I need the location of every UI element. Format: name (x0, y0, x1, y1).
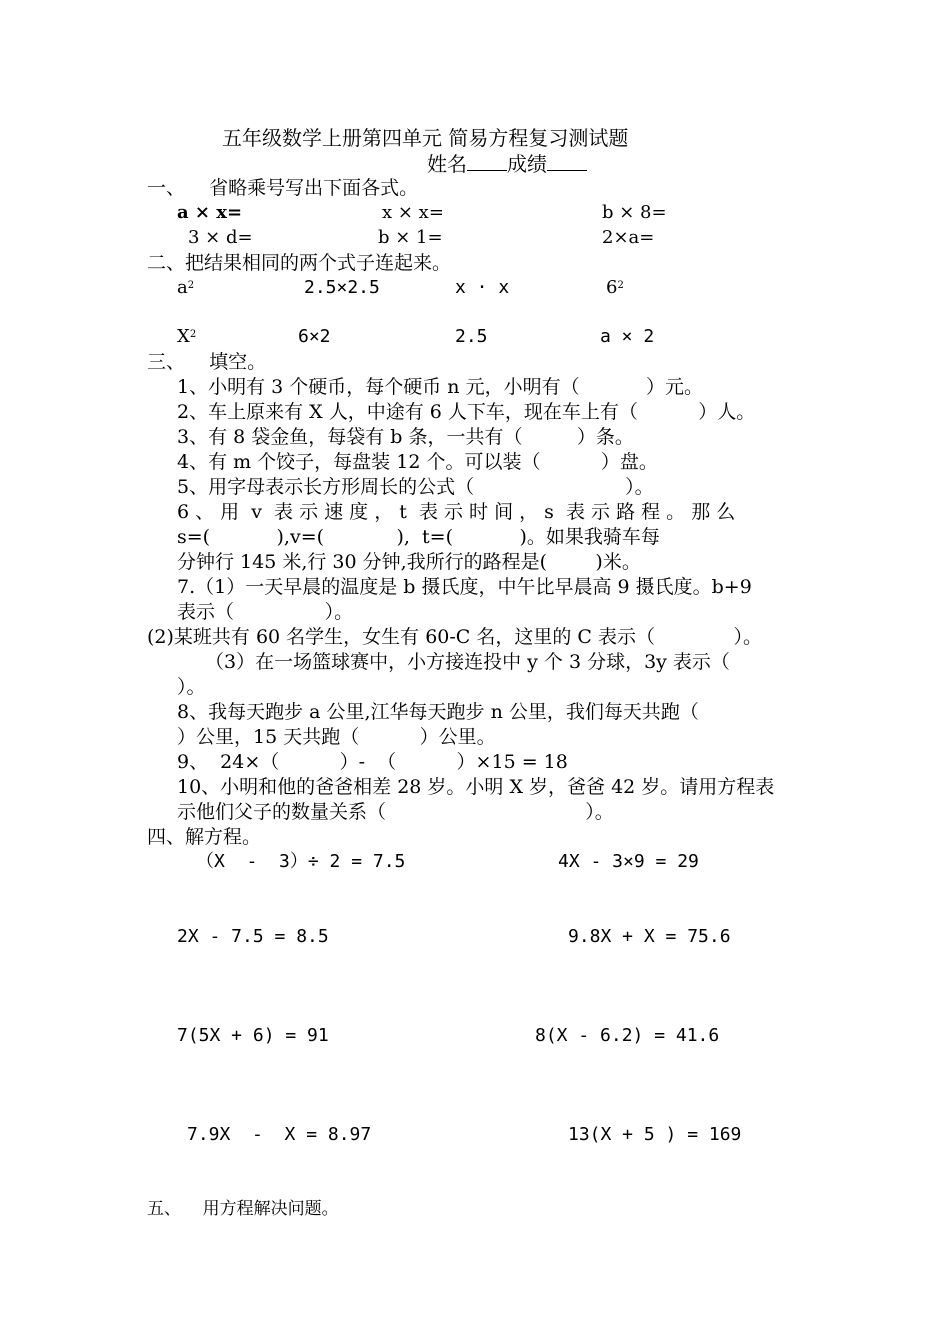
equation-4: 9.8X + X = 75.6 (568, 926, 731, 947)
s2-r1-item-3: x · x (455, 277, 510, 298)
s2-r2-item-4: a × 2 (600, 326, 655, 347)
s1-item-5: b × 1= (378, 227, 443, 248)
s1-item-3: b × 8= (602, 202, 667, 223)
s1-item-6: 2×a= (602, 227, 655, 248)
equation-5: 7(5X + 6) = 91 (177, 1025, 329, 1046)
s3-line-17: 10、小明和他的爸爸相差 28 岁。小明 X 岁，爸爸 42 岁。请用方程表 (177, 776, 775, 798)
s1-item-4: 3 × d= (188, 227, 253, 248)
s2-r1-item-4: $6^2$ (606, 277, 624, 298)
s3-line-9: 7.（1）一天早晨的温度是 b 摄氏度，中午比早晨高 9 摄氏度。b+9 (177, 576, 752, 598)
equation-8: 13(X + 5 ) = 169 (568, 1124, 742, 1145)
s3-line-12: （3）在一场篮球赛中，小方接连投中 y 个 3 分球，3y 表示（ (205, 651, 730, 673)
name-blank (467, 152, 507, 171)
s3-line-15: ）公里，15 天共跑（ ）公里。 (177, 726, 496, 748)
equation-2: 4X - 3×9 = 29 (558, 851, 699, 872)
s3-line-3: 3、有 8 袋金鱼，每袋有 b 条，一共有（ ）条。 (177, 426, 634, 448)
s3-line-6: 6 、 用 v 表 示 速 度 ， t 表 示 时 间 ， s 表 示 路 程 。 那 么 (177, 501, 736, 523)
score-label: 成绩 (507, 152, 547, 176)
section-2-heading: 二、把结果相同的两个式子连起来。 (147, 252, 452, 274)
s3-line-18: 示他们父子的数量关系（ ）。 (177, 801, 614, 823)
s3-line-5: 5、用字母表示长方形周长的公式（ ）。 (177, 476, 654, 498)
s3-line-16: 9、 24×（ ）- （ ）×15 = 18 (177, 751, 568, 773)
s3-line-10: 表示（ ）。 (177, 601, 354, 623)
section-3-heading: 三、 填空。 (147, 351, 267, 373)
score-blank (547, 152, 587, 171)
s2-r2-item-2: 6×2 (298, 326, 331, 347)
s3-line-4: 4、有 m 个饺子，每盘装 12 个。可以装（ ）盘。 (177, 451, 658, 473)
page-title: 五年级数学上册第四单元 简易方程复习测试题 (222, 126, 629, 150)
s3-line-2: 2、车上原来有 X 人，中途有 6 人下车，现在车上有（ ）人。 (177, 401, 756, 423)
equation-1: （X - 3）÷ 2 = 7.5 (196, 851, 406, 872)
s2-r1-item-1: $a^2$ (177, 277, 195, 298)
section-4-heading: 四、解方程。 (147, 826, 262, 848)
s3-line-7: s=( ),v=( ), t=( )。如果我骑车每 (177, 526, 660, 548)
s2-r2-item-3: 2.5 (455, 326, 488, 347)
s3-line-1: 1、小明有 3 个硬币，每个硬币 n 元，小明有（ ）元。 (177, 376, 704, 398)
name-label: 姓名 (427, 152, 467, 176)
s1-item-2: x × x= (382, 202, 444, 223)
s2-r1-item-2: 2.5×2.5 (304, 277, 380, 298)
s3-line-8: 分钟行 145 米,行 30 分钟,我所行的路程是( )米。 (177, 551, 641, 573)
s3-line-11: (2)某班共有 60 名学生，女生有 60-C 名，这里的 C 表示（ ）。 (147, 626, 763, 648)
equation-7: 7.9X - X = 8.97 (187, 1124, 372, 1145)
equation-6: 8(X - 6.2) = 41.6 (535, 1025, 720, 1046)
s1-item-1: a × x= (177, 202, 243, 223)
s2-r2-item-1: $X^2$ (177, 326, 197, 347)
s3-line-14: 8、我每天跑步 a 公里,江华每天跑步 n 公里，我们每天共跑（ (177, 701, 699, 723)
name-score-line (427, 152, 587, 176)
equation-3: 2X - 7.5 = 8.5 (177, 926, 329, 947)
section-5-heading: 五、 用方程解决问题。 (147, 1199, 339, 1219)
s3-line-13: ）。 (177, 676, 206, 698)
section-1-heading: 一、 省略乘号写出下面各式。 (147, 177, 419, 199)
